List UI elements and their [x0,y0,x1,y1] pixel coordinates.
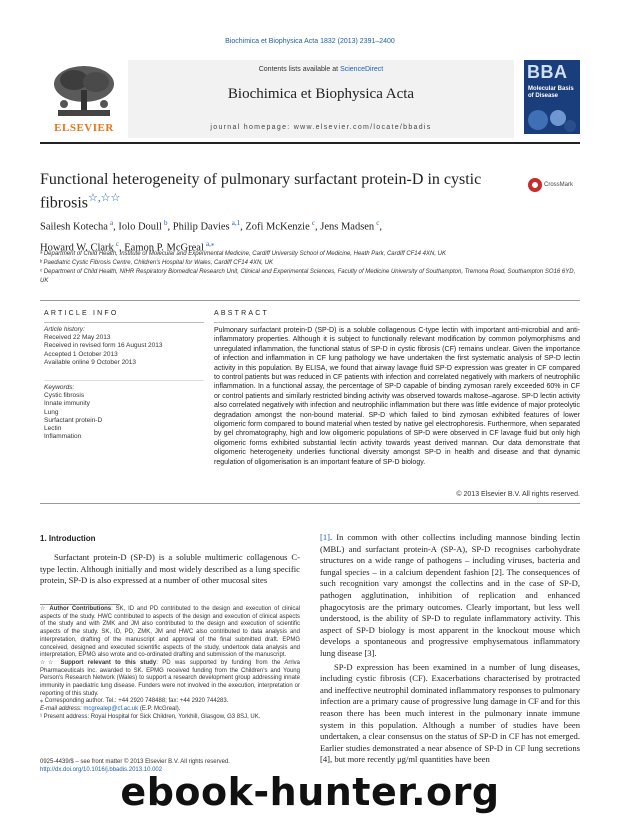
sciencedirect-link[interactable]: ScienceDirect [340,66,384,73]
journal-homepage[interactable]: journal homepage: www.elsevier.com/locate/bbadis [210,124,432,131]
author: Eamon P. McGreal [124,242,204,253]
section-heading: 1. Introduction [40,534,96,543]
author: Jens Madsen [320,221,375,233]
intro-paragraph: [1]. In common with other collectins including mannose binding lectin (MBL) and surfactant protein-A (SP-A), SP-D recognises carbohydrate structures on a wide range of pathogens – including viruses, bacteria and fungal species – in a calcium dependent fashion [2]. The consequences of such recognition vary amongst the collectins and in the case of SP-D, pathogen agglutination, inhibition of replication and enhanced phagocytosis are the primary outcomes. Clearly important, but less well understood, is the ability of SP-D to regulate inflammatory activity. This aspect of SP-D biology is most apparent in the knockout mouse which develops a spontaneous and progressive emphysematous inflammatory lung disease [3]. [320,532,580,658]
keyword: Cystic fibrosis [44,392,85,400]
footnote: ¹ Present address: Royal Hospital for Sick Children, Yorkhill, Glasgow, G3 8SJ, UK. [40,713,261,720]
keyword: Surfactant protein-D [44,416,103,424]
affiliation: ᶜ Department of Child Health, NIHR Respiratory Biomedical Research Unit, Clinical and Experimental Sciences, Faculty of Medicine University of Southampton, Tremona Road, Southampton SO16 6YD, UK [40,269,576,284]
abstract-heading: ABSTRACT [214,310,269,317]
affiliations [40,250,580,286]
footnote: E-mail address: mcgrealep@cf.ac.uk (E.P. McGreal). [40,706,181,713]
abstract-divider [214,322,580,323]
footnotes [40,606,300,722]
keywords: Keywords: Cystic fibrosis Innate immunity Lung Surfactant protein-D Lectin Inflammation [44,384,204,441]
keyword: Lung [44,408,59,416]
author: Howard W. Clark [40,242,114,253]
authors-line-1: Sailesh Kotecha $^a$, Iolo Doull $^b$, Philip Davies $^{a,1}$, Zofi McKenzie $^c$, Jens Madsen $^c$, [40,219,383,233]
footnote: ☆ Author Contributions: SK, ID and PD contributed to the design and execution of clinical aspects of the study. HWC contributed to aspects of the design and execution of clinical aspects of the study and with ZMK and JM also contributed to the design and execution of scientific aspects of the study. SK, ID, PD, ZMK, JM and HWC also contributed to data analysis and interpretation, drafting of the manuscript and approval of the final submitted draft. EPMG conceived, designed and executed scientific aspects of the study, undertook data analysis and interpretation, EPMG also wrote and co-ordinated drafting and submission of the manuscript. [40,606,300,659]
author: Sailesh Kotecha [40,221,108,233]
keywords-divider [44,380,204,381]
article-history: Article history: Received 22 May 2013 Received in revised form 16 August 2013 Accepted 1 October 2013 Available online 9 October 2013 [44,326,163,366]
author: Philip Davies [172,221,230,233]
footnote: ⁎ Corresponding author. Tel.: +44 2920 748488; fax: +44 2920 744283. [40,698,229,705]
journal-cover-image [524,60,580,134]
journal-title: Biochimica et Biophysica Acta [227,86,415,102]
intro-paragraph: SP-D expression has been examined in a number of lung diseases, including cystic fibrosis (CF). Exacerbations characterised by protracted and ineffective neutrophil dominated inflammatory responses to pulmonary infection are a primary cause of progressive lung damage in CF and for this reason there has been much interest in the pulmonary innate immune system in this population. Although a number of studies have been undertaken, a clear consensus on the status of SP-D in CF has not emerged. Earlier studies demonstrated a near absence of SP-D in CF lung secretions [4], but more recently μg/ml quantities have been [320,661,580,765]
publisher-name: ELSEVIER [54,122,114,134]
footnote: ☆☆ Support relevant to this study: PD was supported by funding from the Arriva Pharmaceuticals Inc. awarded to SK. EPMG received funding from the Children's and Young Person's Research Network (Wales) to support a research development group addressing innate immunity in paediatric lung disease. Funders were not involved in the execution, interpretation or reporting of this study. [40,659,300,697]
title-footnote-marks[interactable]: ☆,☆☆ [88,192,121,204]
abstract-text: Pulmonary surfactant protein-D (SP-D) is a soluble collagenous C-type lectin with important anti-microbial and anti-inflammatory properties. Although it is subject to functionally relevant modification by common polymorphisms and unregulated inflammation, the functional status of SP-D in cystic fibrosis (CF) remains unclear. Given the importance of infection and inflammation in CF lung pathology we have undertaken the first systematic analysis of SP-D lectin activity in this population. By ELISA, we found that airway lavage fluid SP-D expression was greater in CF compared to control patients but was reduced in CF patients with infection and correlated negatively with markers of neutrophilic inflammation. In a functional assay, the percentage of SP-D capable of binding zymosan rarely exceeded 60% in CF or control patients and similarly restricted binding activity was observed towards maltose–agarose. SP-D lectin activity also correlated negatively with infection and neutrophilic inflammation but there was little evidence of major proteolytic degradation amongst the non-bound material. SP-D which failed to bind zymosan exhibited features of lower oligomeric form compared to bound material when tested by native gel electrophoresis. Furthermore, when separated by gel chromatography, high and low oligomeric populations of SP-D were observed in CF lavage fluid but only high oligomeric forms exhibited substantial lectin activity towards yeast derived mannan. Our data demonstrate that oligomeric heterogeneity underlies functional diversity amongst SP-D in health and disease and that dynamic regulation of oligomerisation is an important feature of SP-D biology. [214,327,580,466]
article-title: Functional heterogeneity of pulmonary surfactant protein-D in cystic fibrosis☆,☆☆ [40,171,482,212]
keyword: Lectin [44,425,62,433]
cover-subtitle: Molecular Basis of Disease [528,86,574,99]
citation-link[interactable]: [1] [320,532,331,542]
info-divider [44,322,204,323]
doi-link[interactable]: http://dx.doi.org/10.1016/j.bbadis.2013.10.002 [40,767,163,773]
journal-citation[interactable]: Biochimica et Biophysica Acta 1832 (2013) 2391–2400 [225,38,395,45]
cover-title: BBA [527,62,568,82]
header-divider [40,142,580,144]
section-divider [40,300,580,301]
keyword: Inflammation [44,433,82,441]
abstract-bottom-divider [40,503,580,504]
email-link[interactable]: mcgrealep@cf.ac.uk [83,706,139,713]
affiliation: ᵇ Paediatric Cystic Fibrosis Centre, Children's Hospital for Wales, Cardiff CF14 4XN, UK [40,260,273,266]
copyright: © 2013 Elsevier B.V. All rights reserved. [456,491,580,498]
right-column [320,532,580,766]
crossmark-label[interactable]: CrossMark [544,182,574,188]
watermark: ebook-hunter.org [120,770,500,814]
footnote-divider [40,604,120,605]
crossmark-icon[interactable] [528,178,542,192]
issn-line: 0925-4439/$ – see front matter © 2013 Elsevier B.V. All rights reserved. http://dx.doi.org/10.1016/j.bbadis.2013.10.002 [40,758,300,774]
intro-paragraph: Surfactant protein-D (SP-D) is a soluble multimeric collagenous C-type lectin. Although initially and most widely described as a lung specific protein, SP-D is also expressed at a number of other mucosal sites [40,552,300,586]
affiliation: ᵃ Department of Child Health, Institute of Molecular and Experimental Medicine, Cardiff University School of Medicine, Heath Park, Cardiff CF14 4XN, UK [40,251,446,257]
contents-line: Contents lists available at ScienceDirect [258,66,384,73]
keyword: Innate immunity [44,400,90,408]
left-column [40,534,300,587]
author: Iolo Doull [118,221,162,233]
author: Zofi McKenzie [245,221,310,233]
article-info-heading: ARTICLE INFO [44,310,119,317]
authors-line-2: Howard W. Clark $^c$, Eamon P. McGreal $^{a,⁎}$ [40,239,215,253]
